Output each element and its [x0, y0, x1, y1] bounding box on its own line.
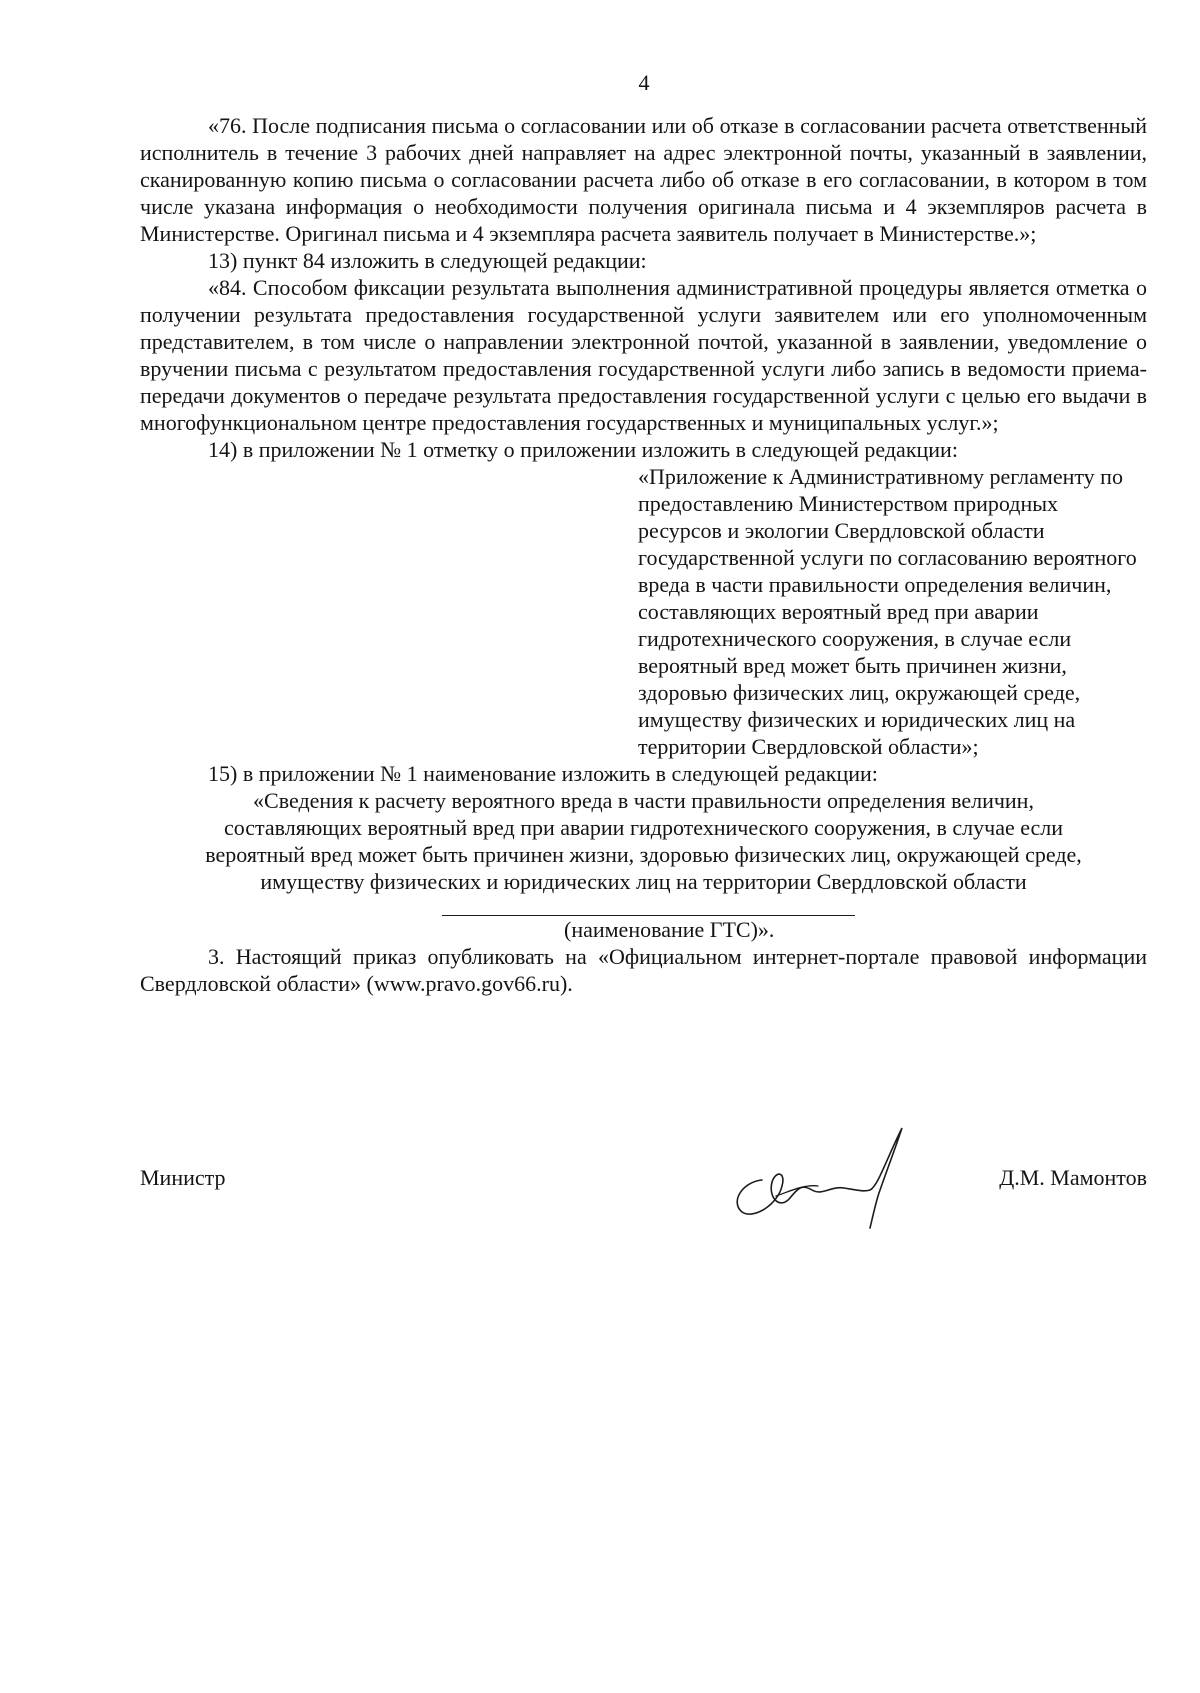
signature-block — [140, 1160, 1147, 1250]
paragraph-76: «76. После подписания письма о согласовании или об отказе в согласовании расчета ответственный исполнитель в течение 3 рабочих дней направляет на адрес электронной почты, указанный в заявлении, сканированную копию письма о согласовании расчета либо об отказе в его согласовании, в котором в том числе указана информация о необходимости получения оригинала письма и 4 экземпляров расчета в Министерстве. Оригинал письма и 4 экземпляра расчета заявитель получает в Министерстве.»; — [140, 113, 1147, 246]
appendix-title-line: вероятный вред может быть причинен жизни, здоровью физических лиц, окружающей среде, — [205, 842, 1082, 867]
gts-caption: (наименование ГТС)». — [564, 917, 775, 942]
item-3: 3. Настоящий приказ опубликовать на «Официальном интернет-портале правовой информации Свердловской области» (www.pravo.gov66.ru). — [140, 944, 1147, 996]
item-13: 13) пункт 84 изложить в следующей редакции: — [208, 248, 647, 273]
document-body — [140, 112, 1147, 997]
item-15: 15) в приложении № 1 наименование изложить в следующей редакции: — [208, 761, 878, 786]
appendix-title-line: имуществу физических и юридических лиц на территории Свердловской области — [260, 869, 1027, 894]
appendix-title-line: составляющих вероятный вред при аварии гидротехнического сооружения, в случае если — [223, 815, 1064, 840]
appendix-title — [140, 787, 1147, 895]
page-number: 4 — [638, 70, 650, 95]
appendix-title-line: «Сведения к расчету вероятного вреда в части правильности определения величин, — [253, 788, 1034, 813]
paragraph-84: «84. Способом фиксации результата выполнения административной процедуры является отметка о получении результата предоставления государственной услуги заявителем или его уполномоченным представителем, в том числе о направлении электронной почтой, указанной в заявлении, уведомление о вручении письма с результатом предоставления государственной услуги либо запись в ведомости приема-передачи документов о передаче результата предоставления государственной услуги с целью его выдачи в многофункциональном центре предоставления государственных и муниципальных услуг.»; — [140, 275, 1147, 435]
appendix-note: «Приложение к Административному регламенту по предоставлению Министерством природных ресурсов и экологии Свердловской области государственной услуги по согласованию вероятного вреда в части правильности определения величин, составляющих вероятный вред при аварии гидротехнического сооружения, в случае если вероятный вред может быть причинен жизни, здоровью физических лиц, окружающей среде, имуществу физических и юридических лиц на территории Свердловской области»; — [638, 464, 1137, 759]
item-14: 14) в приложении № 1 отметку о приложении изложить в следующей редакции: — [208, 437, 958, 462]
signer-role: Министр — [140, 1165, 226, 1190]
handwritten-signature — [718, 1120, 918, 1230]
signer-name: Д.М. Мамонтов — [999, 1165, 1147, 1190]
